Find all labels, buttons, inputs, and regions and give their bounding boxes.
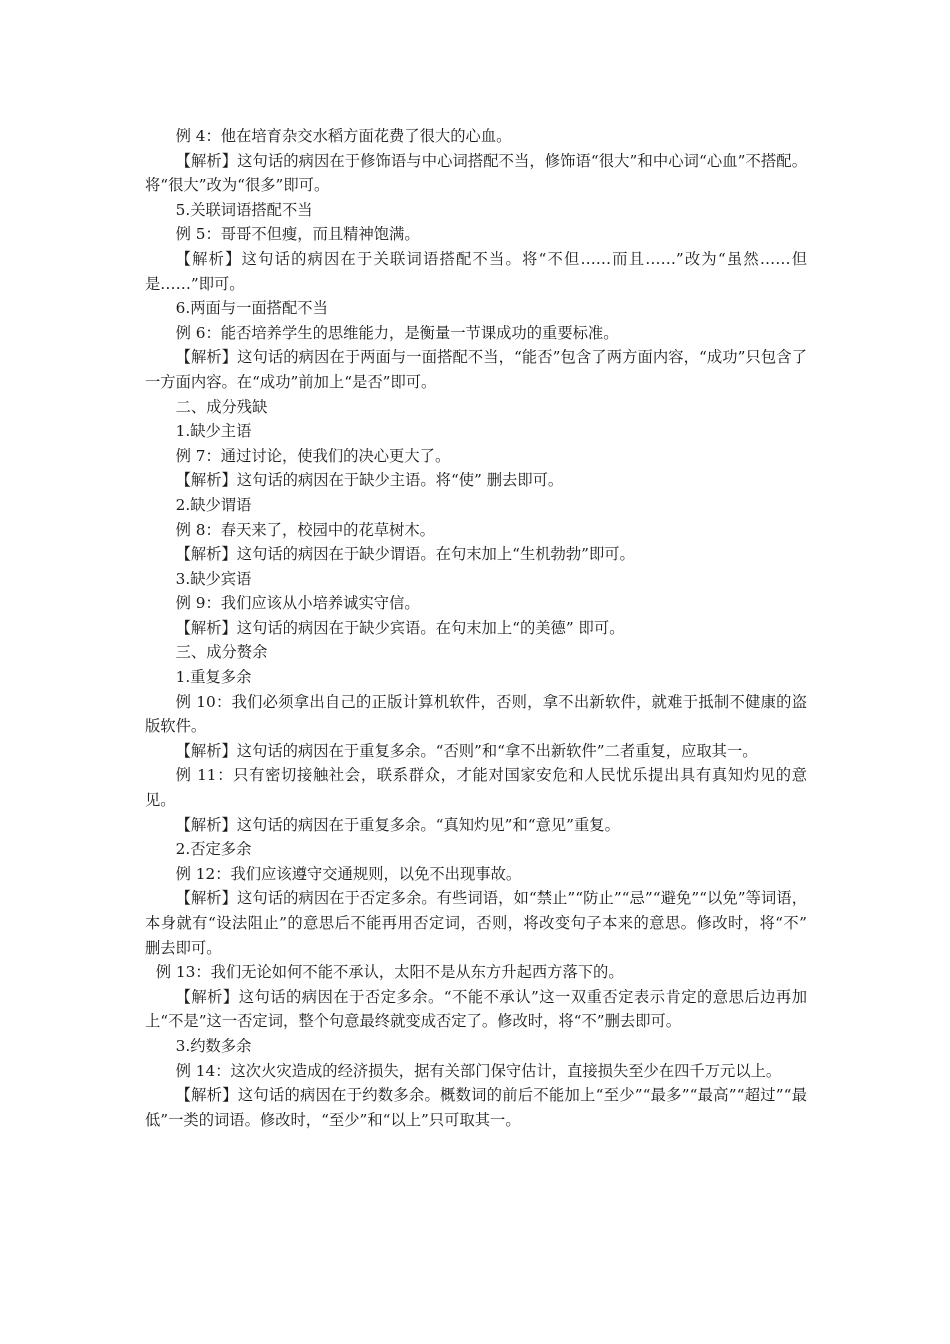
example-12: 例 12：我们应该遵守交通规则，以免不出现事故。 <box>175 864 522 883</box>
analysis-5: 【解析】这句话的病因在于关联词语搭配不当。将“不但……而且……”改为“虽然……但是……”即可。 <box>145 249 807 293</box>
example-10: 例 10：我们必须拿出自己的正版计算机软件，否则，拿不出新软件，就难于抵制不健康的盗版软件。 <box>145 692 807 736</box>
example-9: 例 9：我们应该从小培养诚实守信。 <box>175 594 420 613</box>
heading-6: 6.两面与一面搭配不当 <box>175 299 328 318</box>
heading-5: 5.关联词语搭配不当 <box>175 200 313 219</box>
document-body <box>145 124 807 1132</box>
subheading-missing-subject: 1.缺少主语 <box>175 422 252 441</box>
example-5: 例 5：哥哥不但瘦，而且精神饱满。 <box>175 225 420 244</box>
section-heading-2: 二、成分残缺 <box>175 397 268 416</box>
analysis-12: 【解析】这句话的病因在于否定多余。有些词语，如“禁止”“防止”“忌”“避免”“以免”等词语，本身就有“设法阻止”的意思后不能再用否定词，否则，将改变句子本来的意思。修改时，将“不” 删去即可。 <box>145 889 807 957</box>
example-7: 例 7：通过讨论，使我们的决心更大了。 <box>175 446 451 465</box>
analysis-14: 【解析】这句话的病因在于约数多余。概数词的前后不能加上“至少”“最多”“最高”“超过”“最低”一类的词语。修改时，“至少”和“以上”只可取其一。 <box>145 1086 807 1129</box>
subheading-missing-predicate: 2.缺少谓语 <box>175 495 252 514</box>
analysis-4: 【解析】这句话的病因在于修饰语与中心词搭配不当，修饰语“很大”和中心词“心血”不搭配。将“很大”改为“很多”即可。 <box>145 151 807 195</box>
analysis-11: 【解析】这句话的病因在于重复多余。“真知灼见”和“意见”重复。 <box>175 815 620 834</box>
example-4: 例 4：他在培育杂交水稻方面花费了很大的心血。 <box>175 127 512 145</box>
example-13: 例 13：我们无论如何不能不承认，太阳不是从东方升起西方落下的。 <box>155 963 624 982</box>
subheading-negation: 2.否定多余 <box>175 840 252 859</box>
example-6: 例 6：能否培养学生的思维能力，是衡量一节课成功的重要标准。 <box>175 323 619 342</box>
analysis-9: 【解析】这句话的病因在于缺少宾语。在句末加上“的美德” 即可。 <box>175 618 625 637</box>
analysis-13: 【解析】这句话的病因在于否定多余。“不能不承认”这一双重否定表示肯定的意思后边再加上“不是”这一否定词，整个句意最终就变成否定了。修改时，将“不”删去即可。 <box>145 987 807 1031</box>
analysis-6: 【解析】这句话的病因在于两面与一面搭配不当，“能否”包含了两方面内容，“成功”只包含了一方面内容。在“成功”前加上“是否”即可。 <box>145 348 807 391</box>
subheading-approximation: 3.约数多余 <box>175 1036 252 1055</box>
section-heading-3: 三、成分赘余 <box>175 643 268 662</box>
subheading-repetition: 1.重复多余 <box>175 668 252 687</box>
example-14: 例 14：这次火灾造成的经济损失，据有关部门保守估计，直接损失至少在四千万元以上。 <box>175 1061 782 1080</box>
analysis-10: 【解析】这句话的病因在于重复多余。“否则”和“拿不出新软件”二者重复，应取其一。 <box>175 741 758 760</box>
analysis-8: 【解析】这句话的病因在于缺少谓语。在句末加上“生机勃勃”即可。 <box>175 545 635 564</box>
subheading-missing-object: 3.缺少宾语 <box>175 569 252 588</box>
example-11: 例 11：只有密切接触社会，联系群众，才能对国家安危和人民忧乐提出具有真知灼见的意见。 <box>145 766 807 810</box>
analysis-7: 【解析】这句话的病因在于缺少主语。将“使” 删去即可。 <box>175 471 564 490</box>
example-8: 例 8：春天来了，校园中的花草树木。 <box>175 520 435 539</box>
